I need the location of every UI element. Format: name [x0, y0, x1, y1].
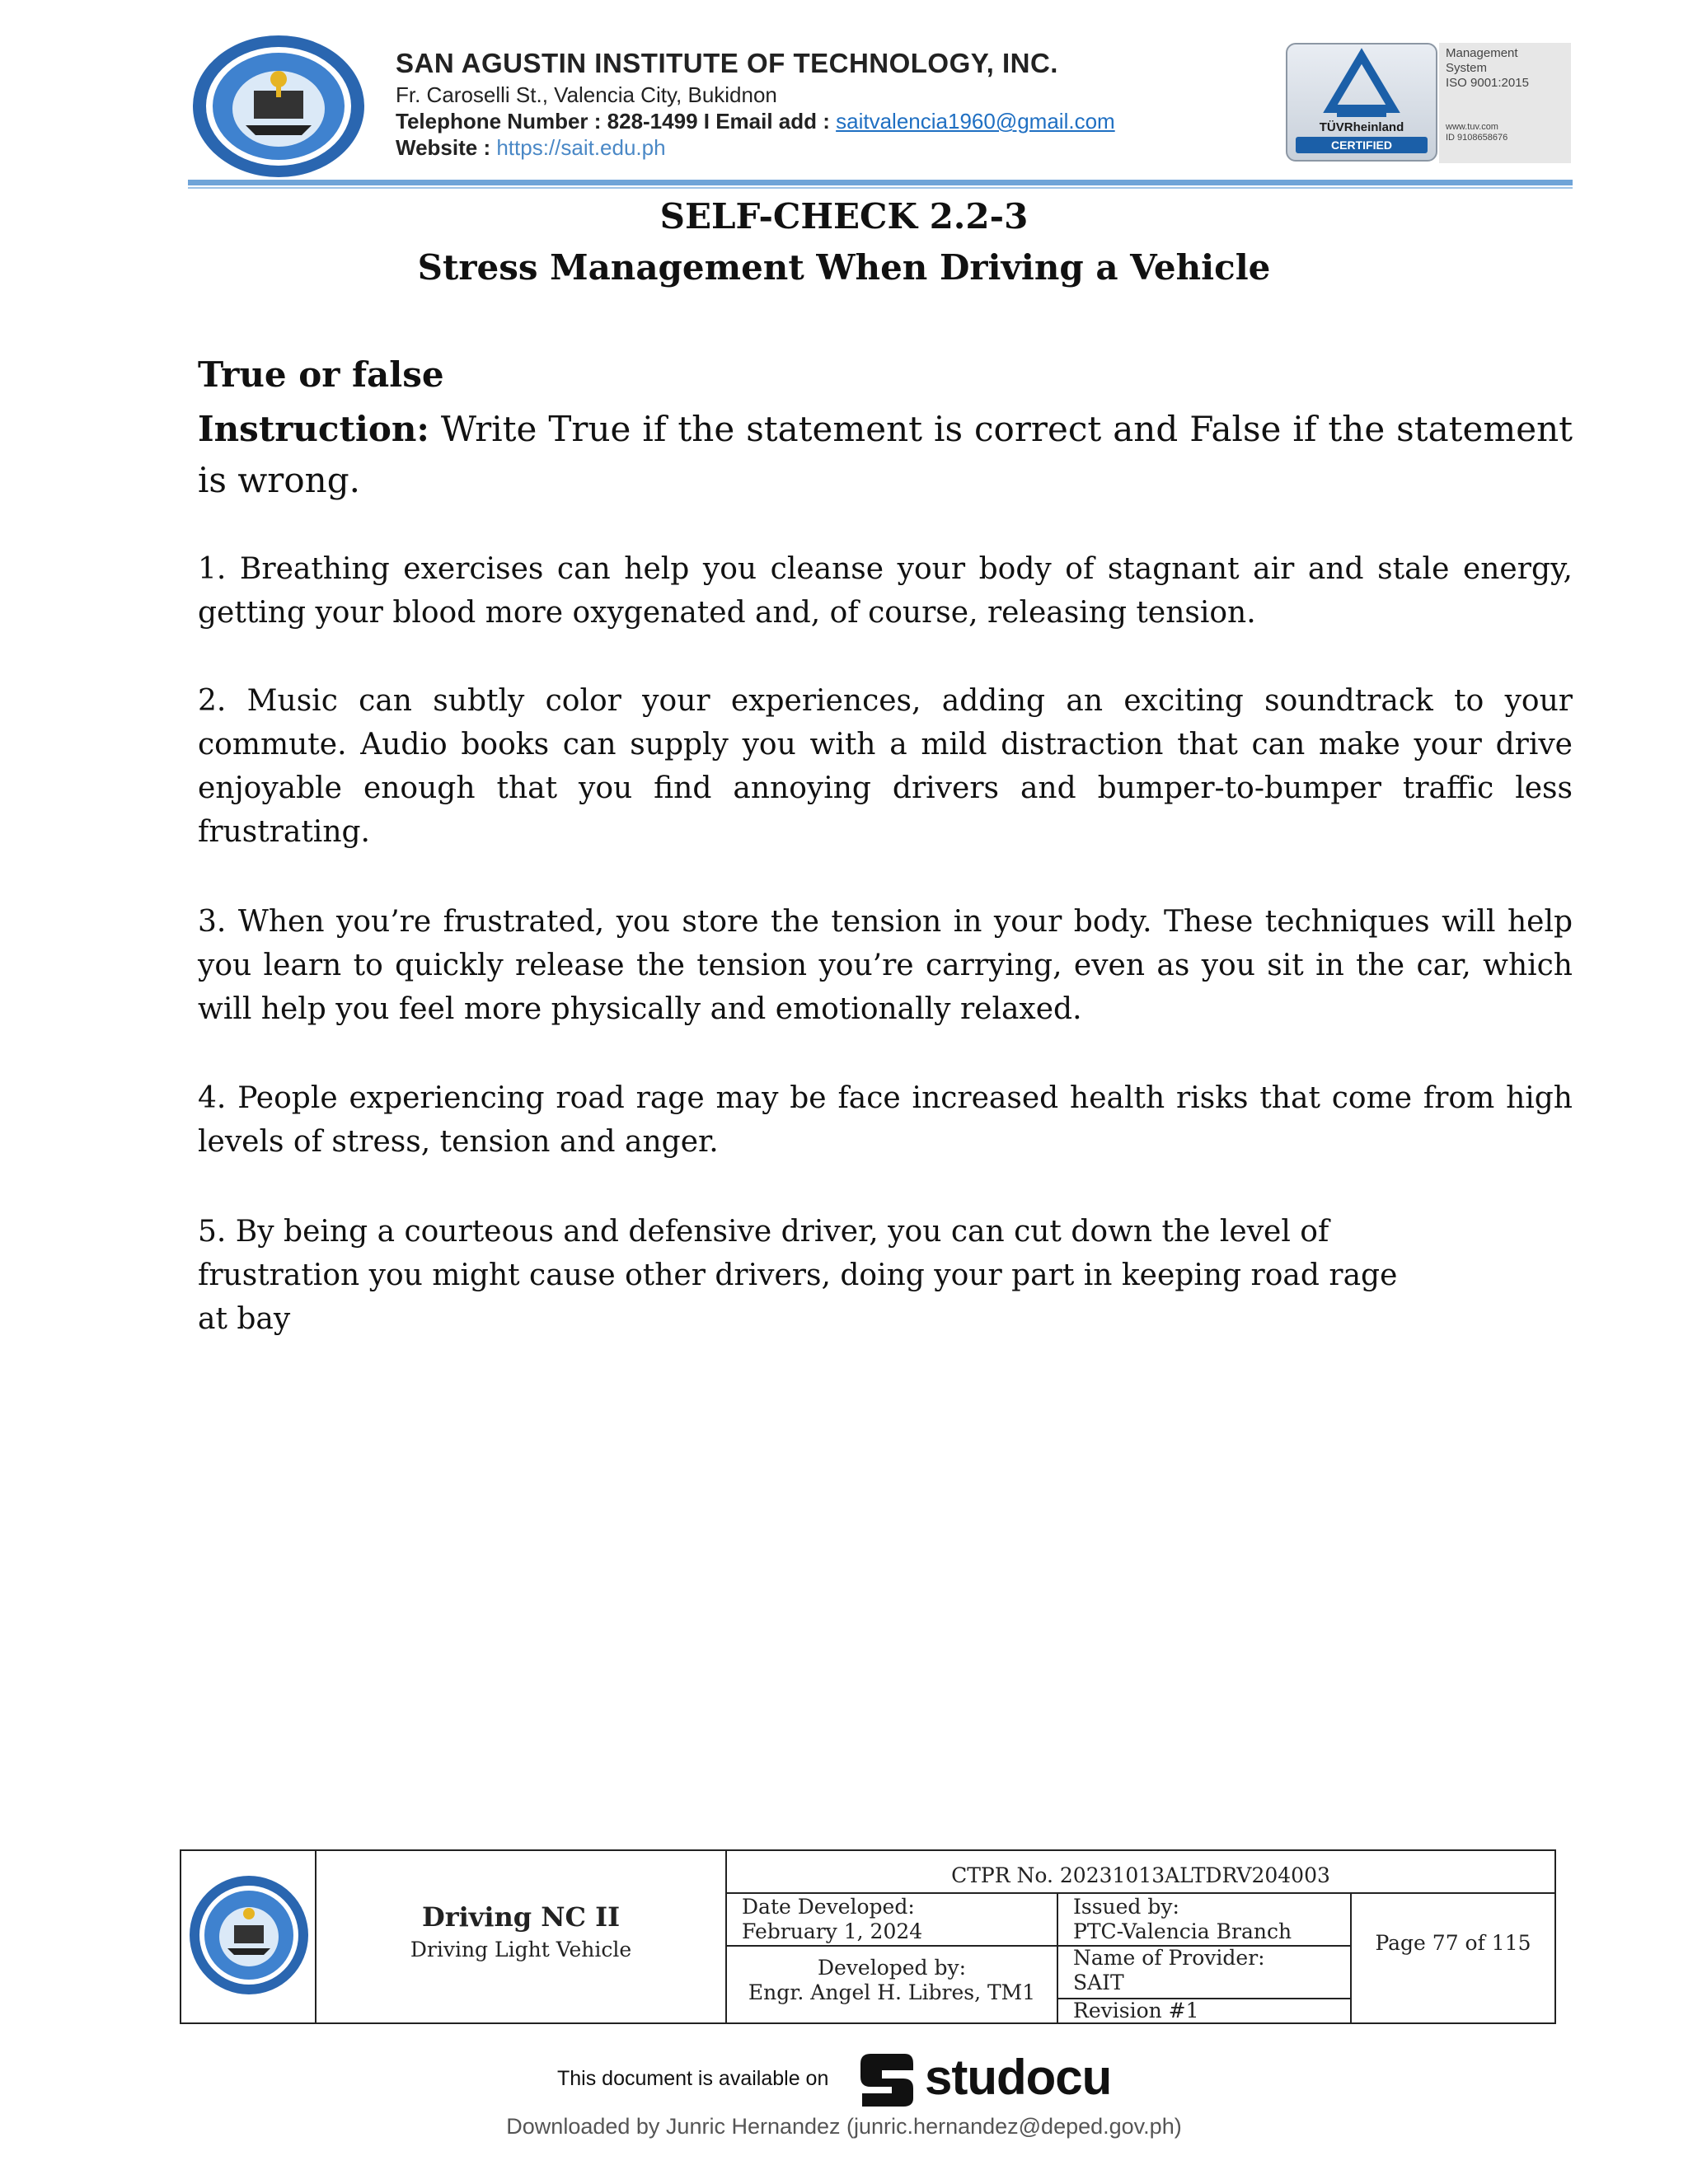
course-subtitle: Driving Light Vehicle: [410, 1938, 632, 1961]
certified-label: CERTIFIED: [1296, 137, 1428, 153]
studocu-brand[interactable]: studocu: [925, 2050, 1112, 2105]
tuv-certification-badge: [1286, 43, 1437, 162]
document-control-table: [180, 1849, 1556, 2024]
institution-seal-logo: [188, 1874, 310, 1996]
phone-text: Telephone Number : 828-1499 I Email add :: [396, 109, 837, 134]
management-system-box: [1439, 43, 1571, 163]
date-developed-label: Date Developed:: [742, 1895, 915, 1919]
course-title: Driving NC II: [421, 1901, 621, 1933]
page-number: Page 77 of 115: [1375, 1931, 1531, 1955]
website-line: [396, 134, 1115, 161]
availability-text: This document is available on: [557, 2067, 829, 2090]
developed-by-label: Developed by:: [817, 1956, 967, 1980]
institution-seal-logo: [188, 33, 369, 180]
letterhead: [188, 33, 1573, 180]
instruction-text: Write True if the statement is correct and False if the statement is wrong.: [198, 409, 1573, 500]
tuv-brand: TÜVRheinland: [1319, 120, 1404, 134]
website-label: Website :: [396, 135, 497, 160]
header-rule-thin: [188, 187, 1573, 189]
instruction: [198, 404, 1573, 506]
issued-by-value: PTC-Valencia Branch: [1073, 1919, 1292, 1943]
instruction-label: Instruction:: [198, 409, 429, 449]
page-subtitle: Stress Management When Driving a Vehicle: [417, 247, 1271, 288]
mgmt-id: ID 9108658676: [1446, 133, 1508, 143]
question-item: 2. Music can subtly color your experiences, adding an exciting soundtrack to your commute. Audio books can supply you with a mild distraction that can make your drive enjoyable enough that you find annoying drivers and bumper-to-bumper traffic less frustrating.: [198, 684, 1573, 849]
question-item: 1. Breathing exercises can help you cleanse your body of stagnant air and stale energy, getting your blood more oxygenated and, of course, releasing tension.: [198, 552, 1573, 630]
section-heading: True or false: [198, 354, 444, 395]
mgmt-url: www.tuv.com: [1446, 122, 1498, 132]
website-link[interactable]: https://sait.edu.ph: [496, 135, 666, 160]
question-item: 3. When you’re frustrated, you store the tension in your body. These techniques will help you learn to quickly release the tension you’re carrying, even as you sit in the car, which will help you feel more physically and emotionally relaxed.: [198, 905, 1573, 1026]
question-item: 5. By being a courteous and defensive driver, you can cut down the level of frustration you might cause other drivers, doing your part in keeping road rage at bay: [198, 1215, 1398, 1336]
studocu-logo-icon[interactable]: [854, 2046, 918, 2111]
page-title: SELF-CHECK 2.2-3: [659, 196, 1029, 237]
provider-label: Name of Provider:: [1073, 1946, 1265, 1970]
downloaded-by: Downloaded by Junric Hernandez (junric.hernandez@deped.gov.ph): [506, 2114, 1182, 2139]
tuv-triangle-icon: [1287, 45, 1436, 120]
date-developed-value: February 1, 2024: [742, 1919, 923, 1943]
question-item: 4. People experiencing road rage may be face increased health risks that come from high levels of stress, tension and anger.: [198, 1081, 1573, 1159]
contact-line: [396, 108, 1115, 134]
header-rule: [188, 180, 1573, 185]
institution-name: SAN AGUSTIN INSTITUTE OF TECHNOLOGY, INC.: [396, 48, 1058, 78]
institution-address: Fr. Caroselli St., Valencia City, Bukidnon: [396, 82, 777, 107]
mgmt-line-3: ISO 9001:2015: [1446, 76, 1529, 90]
provider-value: SAIT: [1073, 1971, 1124, 1994]
institution-info: [396, 48, 1115, 161]
mgmt-line-1: Management: [1446, 46, 1518, 60]
ctpr-number: CTPR No. 20231013ALTDRV204003: [951, 1863, 1330, 1887]
revision-number: Revision #1: [1073, 1999, 1199, 2022]
developed-by-value: Engr. Angel H. Libres, TM1: [748, 1980, 1036, 2004]
mgmt-line-2: System: [1446, 61, 1488, 75]
email-link[interactable]: saitvalencia1960@gmail.com: [836, 109, 1115, 134]
issued-by-label: Issued by:: [1073, 1895, 1179, 1919]
